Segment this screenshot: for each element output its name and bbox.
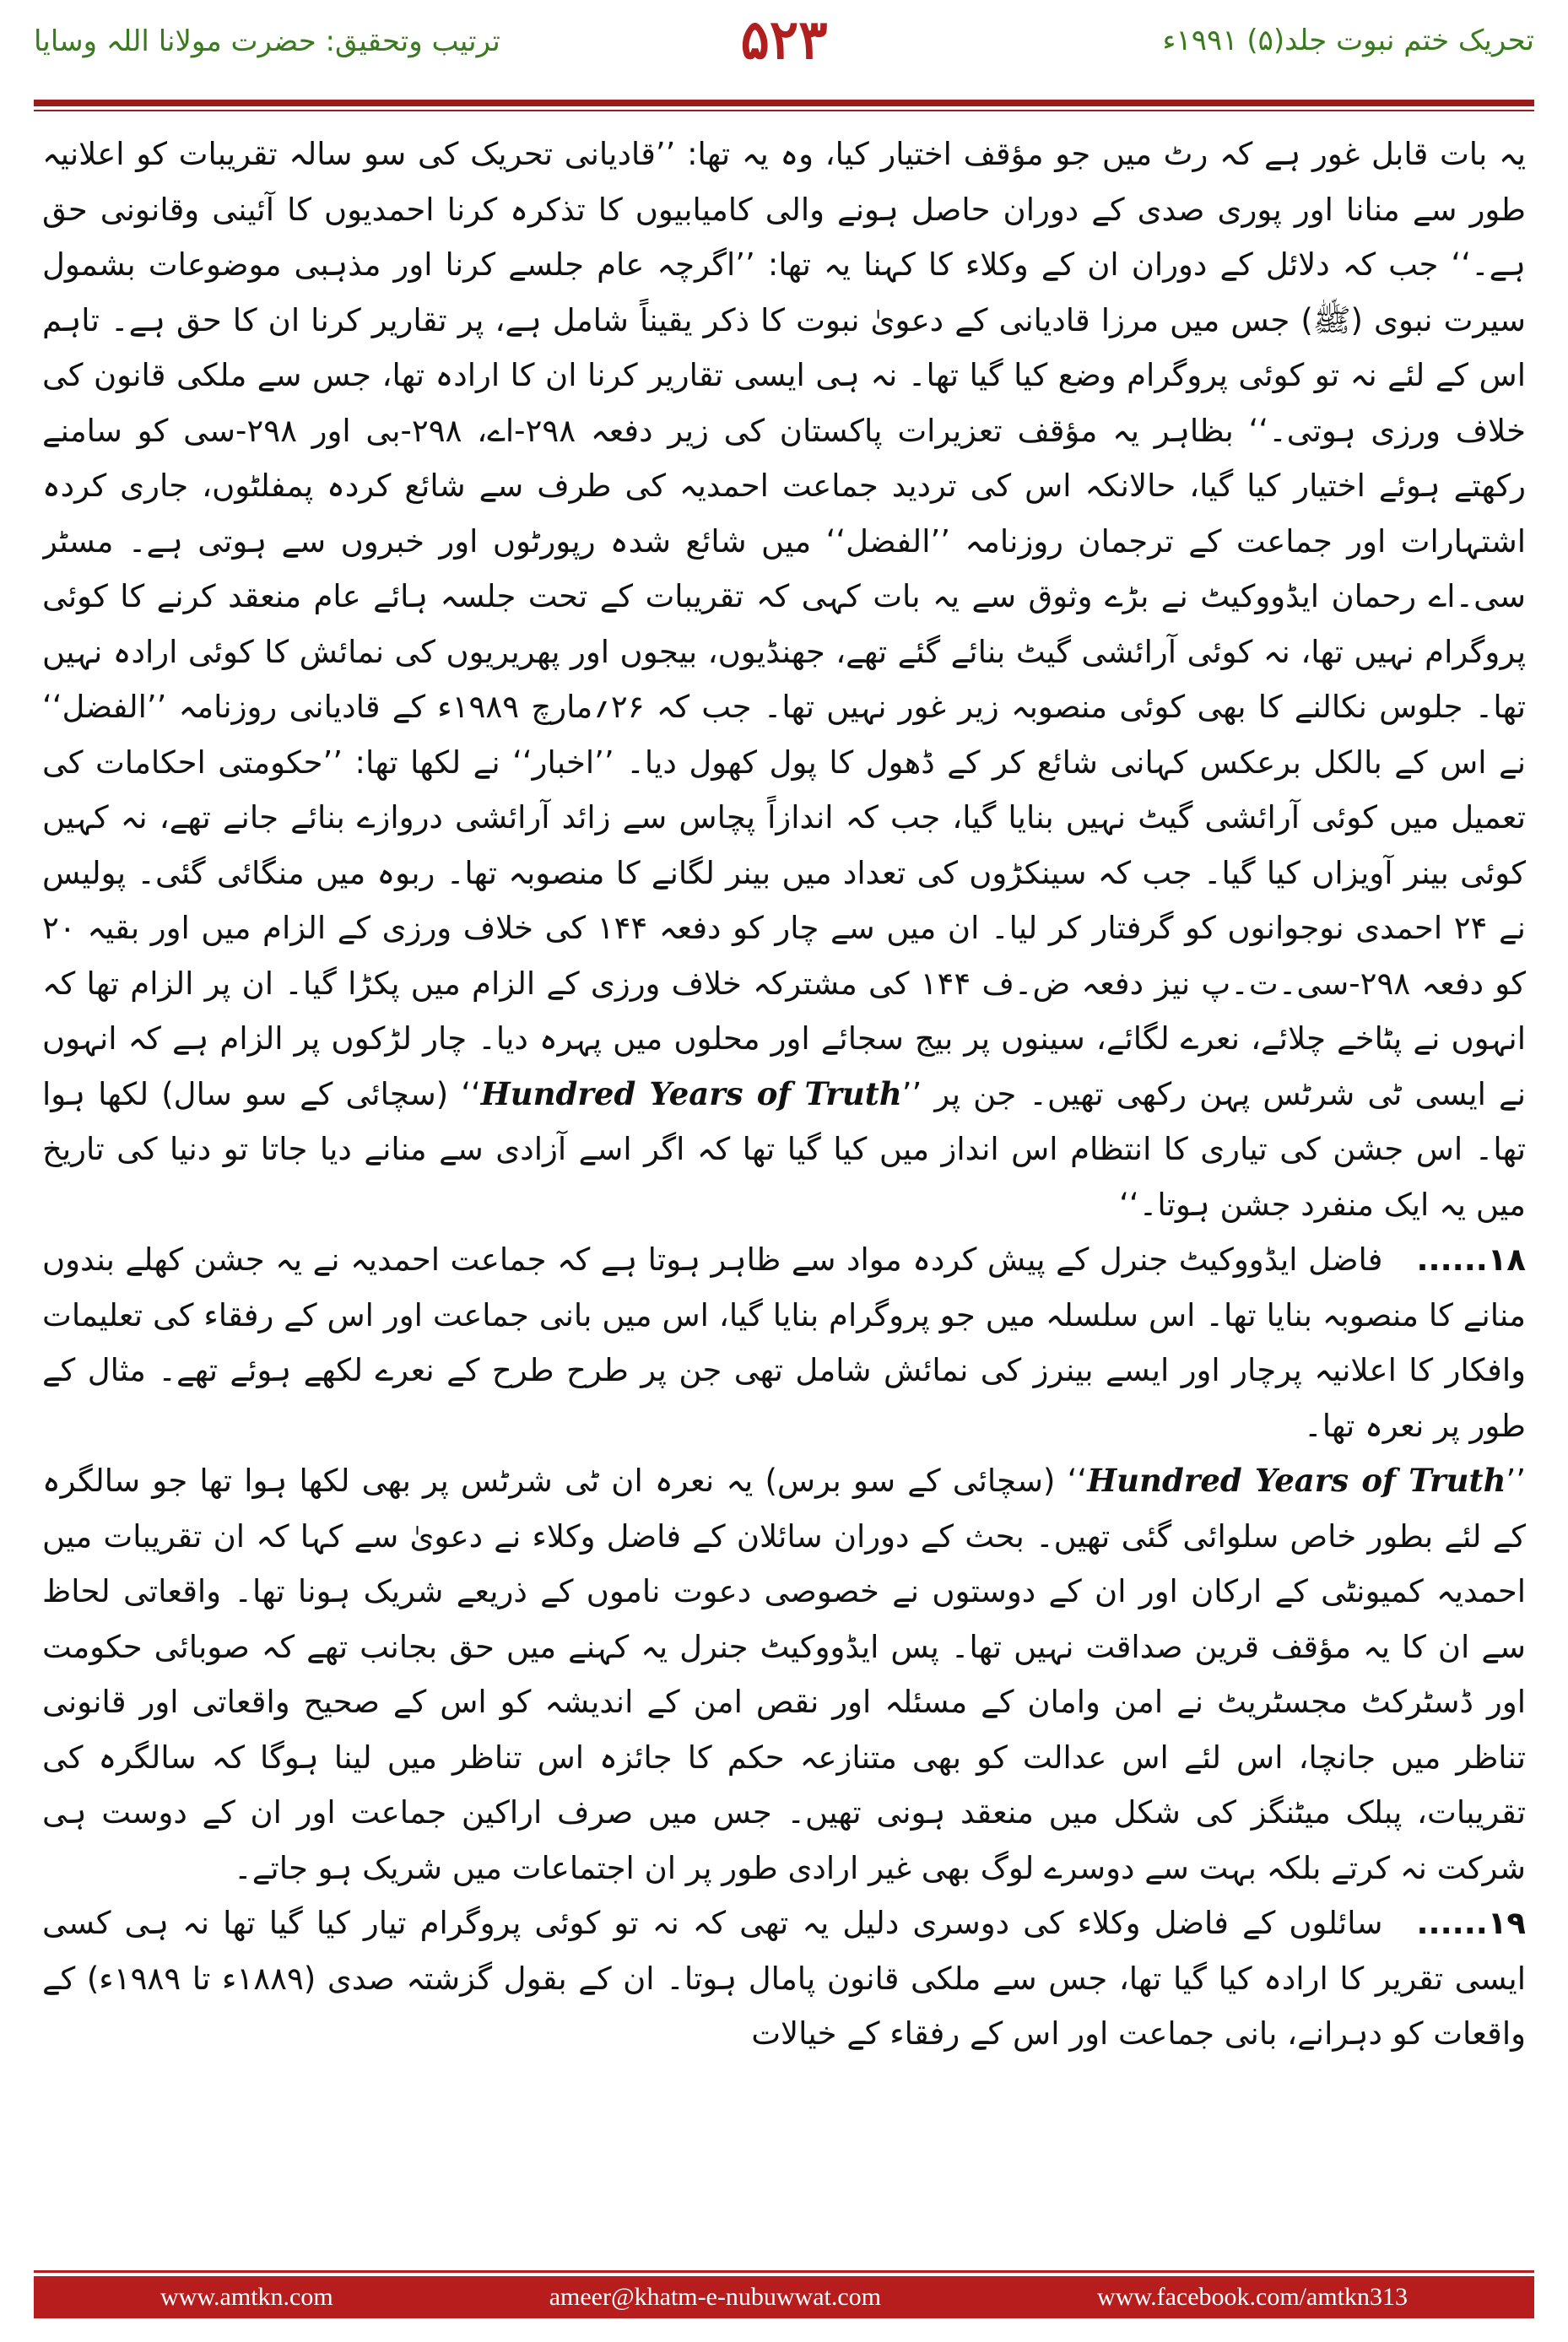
paragraph-19-text: سائلوں کے فاضل وکلاء کی دوسری دلیل یہ تھی کہ نہ تو کوئی پروگرام تیار کیا گیا تھا نہ ہی کسی ایسی تقریر کا ارادہ کیا گیا تھا، جس سے ملکی قانون پامال ہوتا۔ ان کے بقول گزشتہ صدی (۱۸۸۹ء تا ۱۹۸۹ء) کے واقعات کو دہرانے، بانی جماعت اور اس کے رفقاء کے خیالات xyxy=(42,1905,1526,2052)
paragraph-1-text-a: یہ بات قابل غور ہے کہ رٹ میں جو مؤقف اختیار کیا، وہ یہ تھا: ’’قادیانی تحریک کی سو سالہ تقریبات کو اعلانیہ طور سے منانا اور پوری صدی کے دوران حاصل ہونے والی کامیابیوں کا تذکرہ کرنا احمدیوں کا آئینی وقانونی حق ہے۔‘‘ جب کہ دلائل کے دوران ان کے وکلاء کا کہنا یہ تھا: ’’اگرچہ عام جلسے کرنا اور مذہبی موضوعات بشمول سیرت نبوی (ﷺ) جس میں مرزا قادیانی کے دعویٰ نبوت کا ذکر یقیناً شامل ہے، پر تقاریر کرنا ان کا حق ہے۔ تاہم اس کے لئے نہ تو کوئی پروگرام وضع کیا گیا تھا۔ نہ ہی ایسی تقاریر کرنا ان کا ارادہ تھا، جس سے ملکی قانون کی خلاف ورزی ہوتی۔‘‘ بظاہر یہ مؤقف تعزیرات پاکستان کی زیر دفعہ ۲۹۸-اے، ۲۹۸-بی اور ۲۹۸-سی کو سامنے رکھتے ہوئے اختیار کیا گیا، حالانکہ اس کی تردید جماعت احمدیہ کی طرف سے شائع کردہ پمفلٹوں، جاری کردہ اشتہارات اور جماعت کے ترجمان روزنامہ ’’الفضل‘‘ میں شائع شدہ رپورٹوں اور خبروں سے ہوتی ہے۔ مسٹر سی۔اے رحمان ایڈووکیٹ نے بڑے وثوق سے یہ بات کہی کہ تقریبات کے تحت جلسہ ہائے عام منعقد کرنے کا کوئی پروگرام نہیں تھا، نہ کوئی آرائشی گیٹ بنائے گئے تھے، جھنڈیوں، بیجوں اور پھریریوں کی نمائش کا کوئی ارادہ نہیں تھا۔ جلوس نکالنے کا بھی کوئی منصوبہ زیر غور نہیں تھا۔ جب کہ ۲۶؍مارچ ۱۹۸۹ء کے قادیانی روزنامہ ’’الفضل‘‘ نے اس کے بالکل برعکس کہانی شائع کر کے ڈھول کا پول کھول دیا۔ ’’اخبار‘‘ نے لکھا تھا: ’’حکومتی احکامات کی تعمیل میں کوئی آرائشی گیٹ نہیں بنایا گیا، جب کہ اندازاً پچاس سے زائد آرائشی دروازے بنائے جانے تھے، نہ کہیں کوئی بینر آویزاں کیا گیا۔ جب کہ سینکڑوں کی تعداد میں بینر لگانے کا منصوبہ تھا۔ ربوہ میں منگائی گئی۔ پولیس نے ۲۴ احمدی نوجوانوں کو گرفتار کر لیا۔ ان میں سے چار کو دفعہ ۱۴۴ کی خلاف ورزی کے الزام میں اور بقیہ ۲۰ کو دفعہ ۲۹۸-سی۔ت۔پ نیز دفعہ ض۔ف ۱۴۴ کی مشترکہ خلاف ورزی کے الزام میں پکڑا گیا۔ ان پر الزام تھا کہ انہوں نے پٹاخے چلائے، نعرے لگائے، سینوں پر بیج سجائے اور محلوں میں پہرہ دیا۔ چار لڑکوں پر الزام ہے کہ انہوں نے ایسی ٹی شرٹس پہن رکھی تھیں۔ جن پر ’’ xyxy=(42,136,1526,1112)
paragraph-19 xyxy=(42,1896,1526,2062)
paragraph-1 xyxy=(42,127,1526,1232)
paragraph-18 xyxy=(42,1232,1526,1453)
paragraph-number-18: ۱۸...... xyxy=(1416,1241,1526,1278)
compiler-credit: ترتیب وتحقیق: حضرت مولانا اللہ وسایا xyxy=(34,24,500,58)
footer-divider xyxy=(34,2270,1534,2273)
english-slogan-2: Hundred Years of Truth xyxy=(1087,1462,1506,1499)
book-title: تحریک ختم نبوت جلد(۵) ۱۹۹۱ء xyxy=(1162,24,1534,57)
header-divider-thin xyxy=(34,110,1534,111)
paragraph-18-cont: ’’Hundred Years of Truth‘‘ (سچائی کے سو برس) یہ نعرہ ان ٹی شرٹس پر بھی لکھا ہوا تھا جو سالگرہ کے لئے بطور خاص سلوائی گئی تھیں۔ بحث کے دوران سائلان کے فاضل وکلاء نے دعویٰ سے کہا کہ ان تقریبات میں احمدیہ کمیونٹی کے ارکان اور ان کے دوستوں نے خصوصی دعوت ناموں کے ذریعے شریک ہونا تھا۔ واقعاتی لحاظ سے ان کا یہ مؤقف قرین صداقت نہیں تھا۔ پس ایڈووکیٹ جنرل یہ کہنے میں حق بجانب تھے کہ صوبائی حکومت اور ڈسٹرکٹ مجسٹریٹ نے امن وامان کے مسئلہ اور نقص امن کے اندیشہ کو اس کے صحیح واقعاتی اور قانونی تناظر میں جانچا، اس لئے اس عدالت کو بھی متنازعہ حکم کا جائزہ اس تناظر میں لینا ہوگا کہ سالگرہ کی تقریبات، پبلک میٹنگز کی شکل میں منعقد ہونی تھیں۔ جس میں صرف اراکین جماعت اور ان کے دوست ہی شرکت نہ کرتے بلکہ بہت سے دوسرے لوگ بھی غیر ارادی طور پر ان اجتماعات میں شریک ہو جاتے۔ xyxy=(42,1462,1526,1886)
paragraph-18-cont-text: ‘‘ (سچائی کے سو برس) یہ نعرہ ان ٹی شرٹس پر بھی لکھا ہوا تھا جو سالگرہ کے لئے بطور خاص سلوائی گئی تھیں۔ بحث کے دوران سائلان کے فاضل وکلاء نے دعویٰ سے کہا کہ ان تقریبات میں احمدیہ کمیونٹی کے ارکان اور ان کے دوستوں نے خصوصی دعوت ناموں کے ذریعے شریک ہونا تھا۔ واقعاتی لحاظ سے ان کا یہ مؤقف قرین صداقت نہیں تھا۔ پس ایڈووکیٹ جنرل یہ کہنے میں حق بجانب تھے کہ صوبائی حکومت اور ڈسٹرکٹ مجسٹریٹ نے امن وامان کے مسئلہ اور نقص امن کے اندیشہ کو اس کے صحیح واقعاتی اور قانونی تناظر میں جانچا، اس لئے اس عدالت کو بھی متنازعہ حکم کا جائزہ اس تناظر میں لینا ہوگا کہ سالگرہ کی تقریبات، پبلک میٹنگز کی شکل میں منعقد ہونی تھیں۔ جس میں صرف اراکین جماعت اور ان کے دوست ہی شرکت نہ کرتے بلکہ بہت سے دوسرے لوگ بھی غیر ارادی طور پر ان اجتماعات میں شریک ہو جاتے۔ xyxy=(42,1463,1526,1886)
header-divider xyxy=(34,100,1534,106)
page-header xyxy=(34,0,1534,100)
document-body xyxy=(42,127,1526,2211)
paragraph-1-text-b: ‘‘ (سچائی کے سو سال) لکھا ہوا تھا۔ اس جشن کی تیاری کا انتظام اس انداز میں کیا گیا تھا کہ اگر اسے آزادی سے منانے دیا جاتا تو دنیا کی تاریخ میں یہ ایک منفرد جشن ہوتا۔‘‘ xyxy=(42,1075,1526,1223)
website-link[interactable]: www.amtkn.com xyxy=(160,2283,333,2311)
paragraph-18-text: فاضل ایڈووکیٹ جنرل کے پیش کردہ مواد سے ظاہر ہوتا ہے کہ جماعت احمدیہ نے یہ جشن کھلے بندوں منانے کا منصوبہ بنایا تھا۔ اس سلسلہ میں جو پروگرام بنایا گیا، اس میں بانی جماعت اور اس کے رفقاء کی تعلیمات وافکار کا اعلانیہ پرچار اور ایسے بینرز کی نمائش شامل تھی جن پر طرح طرح کے نعرے لکھے ہوئے تھے۔ مثال کے طور پر نعرہ تھا۔ xyxy=(42,1241,1526,1444)
page-footer xyxy=(34,2276,1534,2318)
english-slogan: Hundred Years of Truth xyxy=(480,1074,902,1112)
paragraph-number-19: ۱۹...... xyxy=(1416,1905,1526,1941)
page-number: ۵۲۳ xyxy=(740,8,828,72)
email-link[interactable]: ameer@khatm-e-nubuwwat.com xyxy=(549,2283,882,2311)
facebook-link[interactable]: www.facebook.com/amtkn313 xyxy=(1097,2283,1408,2311)
